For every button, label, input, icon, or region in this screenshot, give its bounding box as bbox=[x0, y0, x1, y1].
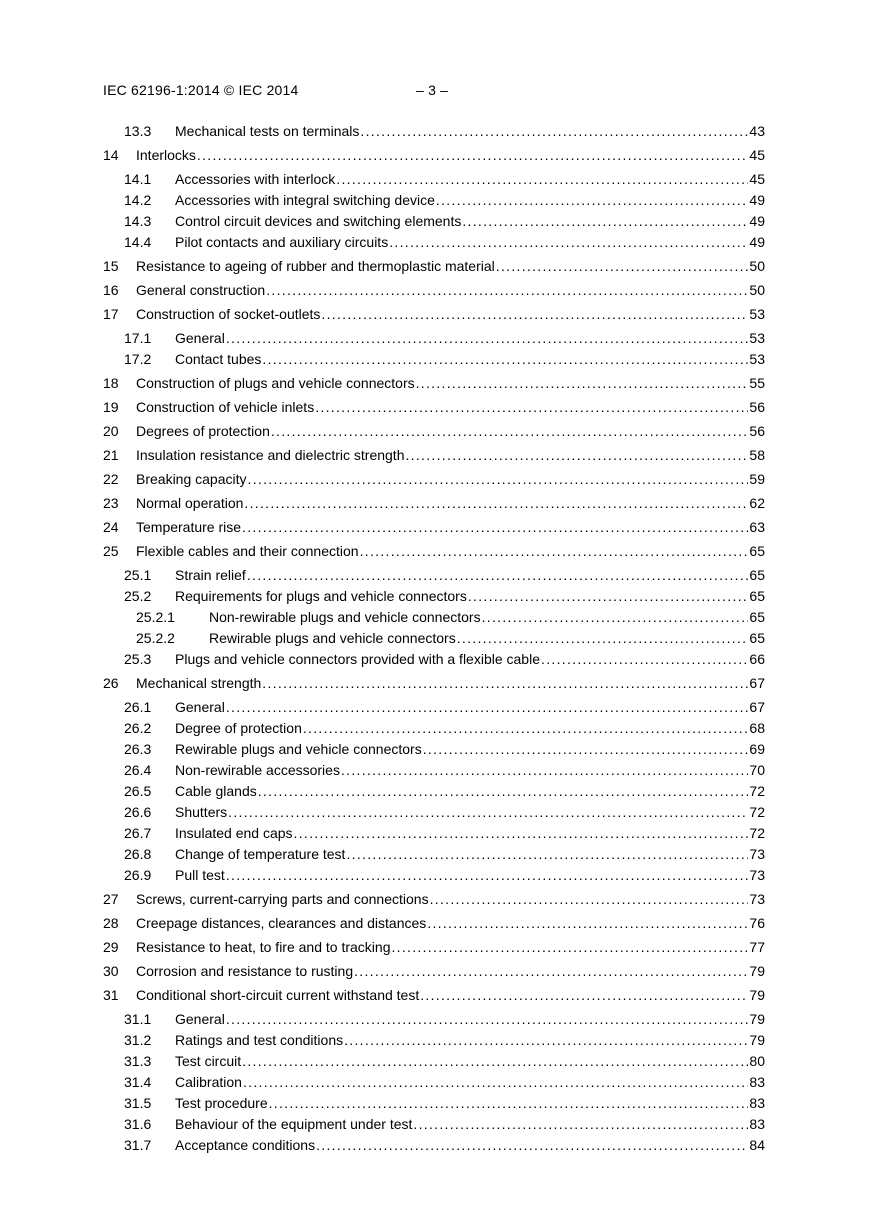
dot-leader bbox=[482, 607, 749, 627]
toc-entry-page: 79 bbox=[749, 963, 765, 979]
toc-entry-line bbox=[136, 469, 765, 489]
toc-entry-number: 26.8 bbox=[124, 846, 152, 862]
toc-entry-page: 67 bbox=[749, 675, 765, 691]
toc-entry-page: 53 bbox=[749, 306, 765, 322]
toc-entry-line bbox=[175, 1072, 765, 1092]
toc-entry-page: 53 bbox=[749, 330, 765, 346]
toc-entry[interactable] bbox=[0, 517, 869, 537]
toc-entry[interactable] bbox=[0, 232, 869, 252]
toc-entry-title: Pull test bbox=[175, 867, 225, 883]
toc-entry[interactable] bbox=[0, 169, 869, 189]
toc-entry-page: 77 bbox=[749, 939, 765, 955]
toc-entry-title: Degrees of protection bbox=[136, 423, 270, 439]
toc-entry-page: 83 bbox=[749, 1095, 765, 1111]
page-number: – 3 – bbox=[416, 82, 449, 98]
toc-entry[interactable] bbox=[0, 121, 869, 141]
dot-leader bbox=[258, 781, 749, 801]
toc-entry-page: 68 bbox=[749, 720, 765, 736]
dot-leader bbox=[226, 1009, 749, 1029]
toc-entry-line bbox=[175, 169, 765, 189]
toc-entry-title: Pilot contacts and auxiliary circuits bbox=[175, 234, 389, 250]
toc-entry-number: 26 bbox=[103, 675, 119, 691]
toc-entry-number: 25.2.2 bbox=[136, 630, 175, 646]
toc-entry[interactable] bbox=[0, 565, 869, 585]
toc-entry-number: 20 bbox=[103, 423, 119, 439]
toc-entry-page: 70 bbox=[749, 762, 765, 778]
dot-leader bbox=[226, 865, 749, 885]
toc-entry-line bbox=[136, 280, 765, 300]
toc-entry-line bbox=[175, 1093, 765, 1113]
dot-leader bbox=[430, 889, 749, 909]
toc-entry-line bbox=[175, 697, 765, 717]
toc-entry-line bbox=[175, 781, 765, 801]
toc-entry-line bbox=[175, 190, 765, 210]
dot-leader bbox=[420, 985, 748, 1005]
toc-entry-title: General construction bbox=[136, 282, 266, 298]
toc-entry-title: Control circuit devices and switching elements bbox=[175, 213, 462, 229]
toc-entry-page: 59 bbox=[749, 471, 765, 487]
dot-leader bbox=[315, 397, 748, 417]
toc-entry-number: 25 bbox=[103, 543, 119, 559]
dot-leader bbox=[226, 697, 749, 717]
toc-entry-line bbox=[136, 541, 765, 561]
toc-entry-number: 30 bbox=[103, 963, 119, 979]
toc-entry-line bbox=[175, 349, 765, 369]
toc-entry-number: 26.5 bbox=[124, 783, 152, 799]
toc-entry-title: Contact tubes bbox=[175, 351, 262, 367]
toc-entry-title: Test circuit bbox=[175, 1053, 242, 1069]
dot-leader bbox=[436, 190, 749, 210]
toc-entry-page: 50 bbox=[749, 258, 765, 274]
toc-entry-number: 25.3 bbox=[124, 651, 152, 667]
toc-entry-title: Insulated end caps bbox=[175, 825, 293, 841]
toc-entry-number: 16 bbox=[103, 282, 119, 298]
dot-leader bbox=[360, 541, 749, 561]
toc-entry-title: Mechanical strength bbox=[136, 675, 262, 691]
toc-entry[interactable] bbox=[0, 541, 869, 561]
toc-entry-line bbox=[175, 823, 765, 843]
dot-leader bbox=[303, 718, 749, 738]
toc-entry-line bbox=[136, 937, 765, 957]
toc-entry[interactable] bbox=[0, 628, 869, 648]
toc-entry-title: Rewirable plugs and vehicle connectors bbox=[175, 741, 422, 757]
toc-entry-title: Resistance to heat, to fire and to tracking bbox=[136, 939, 391, 955]
dot-leader bbox=[247, 565, 749, 585]
toc-entry[interactable] bbox=[0, 1030, 869, 1050]
dot-leader bbox=[243, 1072, 748, 1092]
toc-entry-page: 79 bbox=[749, 1011, 765, 1027]
toc-entry-title: General bbox=[175, 1011, 225, 1027]
toc-entry-line bbox=[136, 493, 765, 513]
toc-entry-number: 31.6 bbox=[124, 1116, 152, 1132]
toc-entry-page: 43 bbox=[749, 123, 765, 139]
toc-entry-number: 25.1 bbox=[124, 567, 152, 583]
toc-entry[interactable] bbox=[0, 421, 869, 441]
dot-leader bbox=[346, 844, 748, 864]
toc-entry-line bbox=[136, 913, 765, 933]
toc-entry[interactable] bbox=[0, 802, 869, 822]
toc-entry-title: Rewirable plugs and vehicle connectors bbox=[209, 630, 456, 646]
toc-entry-title: Flexible cables and their connection bbox=[136, 543, 359, 559]
dot-leader bbox=[321, 304, 748, 324]
toc-entry-line bbox=[175, 565, 765, 585]
toc-entry-number: 25.2 bbox=[124, 588, 152, 604]
toc-entry-line bbox=[175, 328, 765, 348]
toc-entry-number: 27 bbox=[103, 891, 119, 907]
dot-leader bbox=[269, 1093, 749, 1113]
toc-entry-line bbox=[209, 628, 765, 648]
toc-entry-page: 72 bbox=[749, 804, 765, 820]
toc-entry-line bbox=[175, 1135, 765, 1155]
toc-entry-title: Construction of socket-outlets bbox=[136, 306, 321, 322]
toc-entry-page: 50 bbox=[749, 282, 765, 298]
toc-entry-page: 55 bbox=[749, 375, 765, 391]
toc-entry-page: 80 bbox=[749, 1053, 765, 1069]
toc-entry-title: Non-rewirable plugs and vehicle connectors bbox=[209, 609, 481, 625]
toc-entry-number: 17.2 bbox=[124, 351, 152, 367]
toc-entry-number: 23 bbox=[103, 495, 119, 511]
toc-entry-title: General bbox=[175, 330, 225, 346]
toc-entry-page: 65 bbox=[749, 609, 765, 625]
toc-entry[interactable] bbox=[0, 937, 869, 957]
toc-entry-number: 14.2 bbox=[124, 192, 152, 208]
toc-entry-title: Non-rewirable accessories bbox=[175, 762, 340, 778]
toc-entry-number: 26.6 bbox=[124, 804, 152, 820]
toc-entry-line bbox=[136, 961, 765, 981]
dot-leader bbox=[496, 256, 749, 276]
toc-entry[interactable] bbox=[0, 280, 869, 300]
toc-entry-line bbox=[175, 1051, 765, 1071]
toc-entry-page: 56 bbox=[749, 423, 765, 439]
toc-entry-number: 24 bbox=[103, 519, 119, 535]
dot-leader bbox=[242, 1051, 748, 1071]
toc-entry-title: Acceptance conditions bbox=[175, 1137, 316, 1153]
dot-leader bbox=[248, 469, 749, 489]
toc-entry[interactable] bbox=[0, 889, 869, 909]
toc-entry-line bbox=[136, 985, 765, 1005]
toc-entry-page: 83 bbox=[749, 1074, 765, 1090]
toc-entry[interactable] bbox=[0, 586, 869, 606]
toc-entry-number: 14.3 bbox=[124, 213, 152, 229]
toc-entry-number: 31.4 bbox=[124, 1074, 152, 1090]
toc-entry[interactable] bbox=[0, 913, 869, 933]
toc-entry-page: 79 bbox=[749, 1032, 765, 1048]
toc-entry-line bbox=[175, 865, 765, 885]
toc-entry-title: Shutters bbox=[175, 804, 228, 820]
toc-entry[interactable] bbox=[0, 1114, 869, 1134]
toc-entry[interactable] bbox=[0, 649, 869, 669]
toc-entry-title: Behaviour of the equipment under test bbox=[175, 1116, 413, 1132]
dot-leader bbox=[242, 517, 748, 537]
toc-entry-title: Cable glands bbox=[175, 783, 257, 799]
toc-entry-page: 65 bbox=[749, 630, 765, 646]
toc-entry-title: General bbox=[175, 699, 225, 715]
toc-entry-line bbox=[136, 256, 765, 276]
toc-entry-line bbox=[175, 844, 765, 864]
toc-entry-line bbox=[136, 889, 765, 909]
toc-entry[interactable] bbox=[0, 373, 869, 393]
toc-entry-page: 76 bbox=[749, 915, 765, 931]
toc-entry-page: 83 bbox=[749, 1116, 765, 1132]
dot-leader bbox=[262, 349, 748, 369]
toc-entry-number: 17 bbox=[103, 306, 119, 322]
toc-entry-page: 84 bbox=[749, 1137, 765, 1153]
dot-leader bbox=[416, 373, 749, 393]
dot-leader bbox=[316, 1135, 748, 1155]
toc-entry-page: 72 bbox=[749, 825, 765, 841]
dot-leader bbox=[244, 493, 748, 513]
toc-entry-line bbox=[136, 673, 765, 693]
toc-entry-line bbox=[209, 607, 765, 627]
toc-entry[interactable] bbox=[0, 349, 869, 369]
dot-leader bbox=[423, 739, 749, 759]
toc-entry-line bbox=[175, 121, 765, 141]
dot-leader bbox=[405, 445, 748, 465]
toc-entry-page: 45 bbox=[749, 147, 765, 163]
toc-entry-line bbox=[175, 1114, 765, 1134]
toc-entry[interactable] bbox=[0, 1009, 869, 1029]
toc-entry-page: 73 bbox=[749, 846, 765, 862]
toc-entry-number: 25.2.1 bbox=[136, 609, 175, 625]
toc-entry-line bbox=[175, 649, 765, 669]
toc-entry-page: 79 bbox=[749, 987, 765, 1003]
toc-entry-page: 49 bbox=[749, 234, 765, 250]
toc-entry-line bbox=[175, 211, 765, 231]
toc-entry-number: 31.2 bbox=[124, 1032, 152, 1048]
toc-entry-number: 26.4 bbox=[124, 762, 152, 778]
toc-entry-number: 17.1 bbox=[124, 330, 152, 346]
toc-entry-title: Creepage distances, clearances and distances bbox=[136, 915, 427, 931]
toc-entry-title: Strain relief bbox=[175, 567, 246, 583]
toc-entry-number: 31 bbox=[103, 987, 119, 1003]
toc-entry[interactable] bbox=[0, 607, 869, 627]
toc-entry-line bbox=[136, 421, 765, 441]
toc-entry-page: 65 bbox=[749, 588, 765, 604]
toc-entry[interactable] bbox=[0, 781, 869, 801]
toc-entry-page: 66 bbox=[749, 651, 765, 667]
toc-entry-line bbox=[175, 586, 765, 606]
dot-leader bbox=[360, 121, 748, 141]
page-header bbox=[103, 82, 449, 98]
dot-leader bbox=[336, 169, 748, 189]
toc-entry-number: 15 bbox=[103, 258, 119, 274]
dot-leader bbox=[294, 823, 749, 843]
toc-entry-page: 67 bbox=[749, 699, 765, 715]
toc-entry-title: Normal operation bbox=[136, 495, 244, 511]
toc-entry-line bbox=[175, 760, 765, 780]
toc-entry-number: 18 bbox=[103, 375, 119, 391]
toc-entry-number: 26.7 bbox=[124, 825, 152, 841]
toc-entry-title: Construction of plugs and vehicle connectors bbox=[136, 375, 415, 391]
toc-entry[interactable] bbox=[0, 493, 869, 513]
toc-entry-line bbox=[175, 1009, 765, 1029]
toc-entry[interactable] bbox=[0, 445, 869, 465]
toc-entry-line bbox=[175, 802, 765, 822]
dot-leader bbox=[462, 211, 748, 231]
toc-entry[interactable] bbox=[0, 190, 869, 210]
toc-entry-title: Accessories with interlock bbox=[175, 171, 336, 187]
toc-entry[interactable] bbox=[0, 1072, 869, 1092]
toc-entry-title: Conditional short-circuit current withstand test bbox=[136, 987, 420, 1003]
toc-entry-title: Construction of vehicle inlets bbox=[136, 399, 315, 415]
toc-entry[interactable] bbox=[0, 760, 869, 780]
toc-entry-number: 29 bbox=[103, 939, 119, 955]
toc-entry[interactable] bbox=[0, 697, 869, 717]
toc-entry-title: Ratings and test conditions bbox=[175, 1032, 344, 1048]
toc-entry-title: Requirements for plugs and vehicle connectors bbox=[175, 588, 467, 604]
toc-entry-title: Plugs and vehicle connectors provided with a flexible cable bbox=[175, 651, 540, 667]
toc-entry-title: Change of temperature test bbox=[175, 846, 346, 862]
toc-entry-number: 26.2 bbox=[124, 720, 152, 736]
toc-entry-title: Screws, current-carrying parts and connections bbox=[136, 891, 429, 907]
toc-entry-title: Insulation resistance and dielectric strength bbox=[136, 447, 405, 463]
toc-entry-title: Breaking capacity bbox=[136, 471, 247, 487]
toc-entry-page: 62 bbox=[749, 495, 765, 511]
toc-entry-number: 31.1 bbox=[124, 1011, 152, 1027]
dot-leader bbox=[266, 280, 748, 300]
toc-entry-number: 19 bbox=[103, 399, 119, 415]
dot-leader bbox=[541, 649, 748, 669]
toc-entry-number: 26.9 bbox=[124, 867, 152, 883]
toc-entry[interactable] bbox=[0, 1135, 869, 1155]
toc-entry[interactable] bbox=[0, 718, 869, 738]
toc-entry-line bbox=[175, 232, 765, 252]
toc-entry-line bbox=[175, 718, 765, 738]
toc-entry-title: Mechanical tests on terminals bbox=[175, 123, 360, 139]
toc-entry-page: 65 bbox=[749, 543, 765, 559]
toc-entry[interactable] bbox=[0, 844, 869, 864]
dot-leader bbox=[354, 961, 748, 981]
dot-leader bbox=[271, 421, 749, 441]
toc-entry[interactable] bbox=[0, 823, 869, 843]
toc-entry[interactable] bbox=[0, 1051, 869, 1071]
toc-entry-number: 21 bbox=[103, 447, 119, 463]
toc-entry-number: 14 bbox=[103, 147, 119, 163]
toc-entry-title: Degree of protection bbox=[175, 720, 302, 736]
toc-entry-title: Temperature rise bbox=[136, 519, 242, 535]
dot-leader bbox=[389, 232, 748, 252]
toc-entry-title: Test procedure bbox=[175, 1095, 268, 1111]
dot-leader bbox=[391, 937, 748, 957]
toc-entry[interactable] bbox=[0, 865, 869, 885]
toc-entry-line bbox=[175, 1030, 765, 1050]
toc-entry-page: 58 bbox=[749, 447, 765, 463]
toc-entry[interactable] bbox=[0, 673, 869, 693]
toc-entry-line bbox=[136, 373, 765, 393]
toc-entry-page: 69 bbox=[749, 741, 765, 757]
toc-entry-page: 53 bbox=[749, 351, 765, 367]
toc-entry-page: 49 bbox=[749, 213, 765, 229]
toc-entry-title: Calibration bbox=[175, 1074, 242, 1090]
toc-entry-number: 31.7 bbox=[124, 1137, 152, 1153]
toc-entry-number: 14.4 bbox=[124, 234, 152, 250]
dot-leader bbox=[457, 628, 749, 648]
toc-entry-number: 31.3 bbox=[124, 1053, 152, 1069]
toc-entry-line bbox=[136, 517, 765, 537]
toc-entry-title: Corrosion and resistance to rusting bbox=[136, 963, 354, 979]
dot-leader bbox=[344, 1030, 748, 1050]
toc-entry-title: Interlocks bbox=[136, 147, 196, 163]
toc-entry-page: 49 bbox=[749, 192, 765, 208]
toc-entry-page: 56 bbox=[749, 399, 765, 415]
toc-entry[interactable] bbox=[0, 739, 869, 759]
toc-entry[interactable] bbox=[0, 1093, 869, 1113]
dot-leader bbox=[228, 802, 748, 822]
toc-entry-line bbox=[175, 739, 765, 759]
toc-entry[interactable] bbox=[0, 328, 869, 348]
toc-entry-number: 22 bbox=[103, 471, 119, 487]
toc-entry-line bbox=[136, 397, 765, 417]
toc-entry-page: 72 bbox=[749, 783, 765, 799]
toc-entry[interactable] bbox=[0, 145, 869, 165]
toc-entry-title: Resistance to ageing of rubber and thermoplastic material bbox=[136, 258, 495, 274]
toc-entry-page: 73 bbox=[749, 867, 765, 883]
toc-entry[interactable] bbox=[0, 469, 869, 489]
toc-entry-line bbox=[136, 304, 765, 324]
toc-entry-page: 45 bbox=[749, 171, 765, 187]
toc-entry[interactable] bbox=[0, 961, 869, 981]
toc-entry[interactable] bbox=[0, 397, 869, 417]
toc-entry-number: 13.3 bbox=[124, 123, 152, 139]
toc-entry-number: 31.5 bbox=[124, 1095, 152, 1111]
document-title: IEC 62196-1:2014 © IEC 2014 bbox=[103, 82, 299, 98]
toc-entry-number: 28 bbox=[103, 915, 119, 931]
toc-entry[interactable] bbox=[0, 211, 869, 231]
dot-leader bbox=[226, 328, 749, 348]
toc-entry-line bbox=[136, 145, 765, 165]
dot-leader bbox=[262, 673, 748, 693]
toc-entry-number: 14.1 bbox=[124, 171, 152, 187]
dot-leader bbox=[468, 586, 749, 606]
toc-entry-page: 65 bbox=[749, 567, 765, 583]
dot-leader bbox=[197, 145, 749, 165]
dot-leader bbox=[341, 760, 748, 780]
toc-entry[interactable] bbox=[0, 985, 869, 1005]
toc-entry-line bbox=[136, 445, 765, 465]
toc-entry[interactable] bbox=[0, 256, 869, 276]
toc-entry[interactable] bbox=[0, 304, 869, 324]
toc-entry-number: 26.3 bbox=[124, 741, 152, 757]
dot-leader bbox=[427, 913, 748, 933]
toc-entry-title: Accessories with integral switching device bbox=[175, 192, 435, 208]
toc-entry-page: 63 bbox=[749, 519, 765, 535]
dot-leader bbox=[413, 1114, 748, 1134]
toc-entry-number: 26.1 bbox=[124, 699, 152, 715]
toc-entry-page: 73 bbox=[749, 891, 765, 907]
